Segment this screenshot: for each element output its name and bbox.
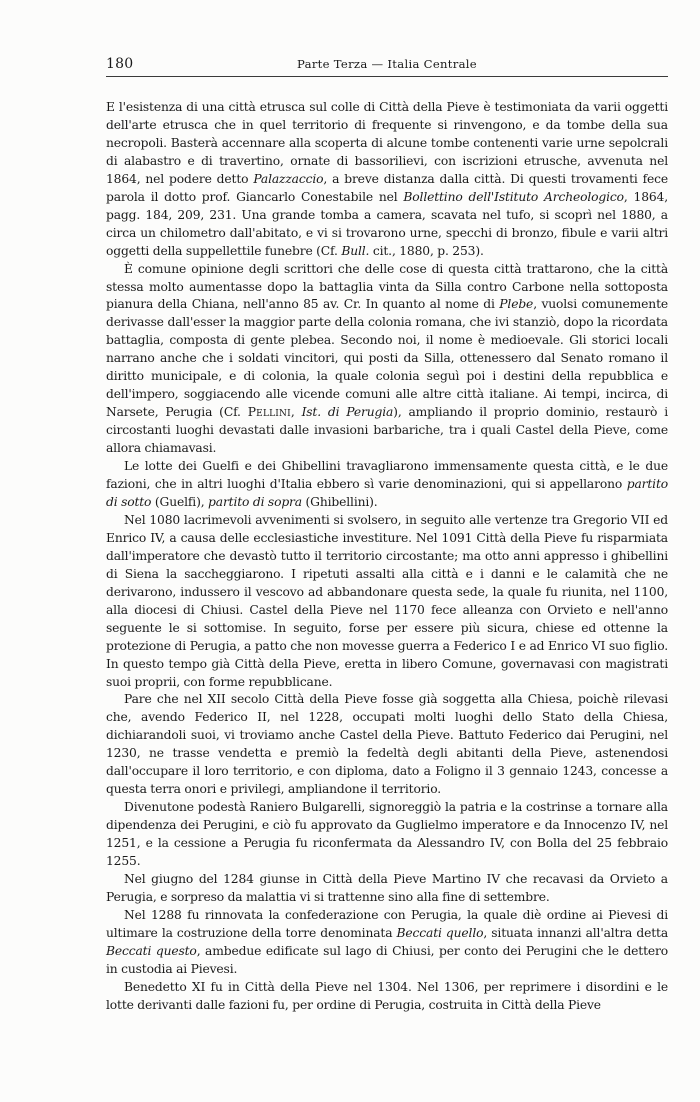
body-text: [106, 99, 668, 1015]
text-run: Benedetto XI fu in Città della Pieve nel 1304. Nel 1306, per reprimere i disordini e le lotte derivanti dalle fazioni fu, per ordine di Perugia, costruita in Città della Pieve: [106, 979, 668, 1012]
italic-text: partito di sotto: [106, 477, 668, 509]
italic-text: Plebe: [499, 297, 534, 312]
text-run: Nel 1080 lacrimevoli avvenimenti si svolsero, in seguito alle vertenze tra Gregorio VII ed Enrico IV, a causa delle ecclesiastiche investiture. Nel 1091 Città della Pieve fu risparmiata dall'imperatore che devastò tutto il territorio circostante; ma otto anni appresso i ghibellini di Siena la saccheggiarono. I ripetuti assalti alla città e i danni e le calamità che ne derivarono, indussero il vescovo ad abbandonare questa sede, la quale fu riunita, nel 1100, alla diocesi di Chiusi. Castel della Pieve nel 1170 fece alleanza con Orvieto e nell'anno seguente le si sottomise. In seguito, forse per essere più sicura, chiese ed ottenne la protezione di Perugia, a patto che non movesse guerra a Federico I e ad Enrico VI suo figlio. In questo tempo già Città della Pieve, eretta in libero Comune, governavasi con magistrati suoi proprii, con forme repubblicane.: [106, 512, 668, 689]
text-run: Divenutone podestà Raniero Bulgarelli, signoreggiò la patria e la costrinse a tornare alla dipendenza dei Perugini, e ciò fu approvato da Guglielmo imperatore e da Innocenzo IV, nel 1251, e la cessione a Perugia fu riconfermata da Alessandro IV, con Bolla del 25 febbraio 1255.: [106, 800, 668, 869]
paragraph: [106, 512, 668, 692]
paragraph: [106, 871, 668, 907]
text-run: Nel giugno del 1284 giunse in Città della Pieve Martino IV che recavasi da Orvieto a Perugia, e sorpreso da malattia vi si trattenne sino alla fine di settembre.: [106, 871, 668, 904]
page-number: 180: [106, 56, 134, 72]
paragraph: [106, 691, 668, 799]
paragraph: [106, 261, 668, 458]
text-run: (Guelfi),: [151, 494, 209, 509]
text-run: cit., 1880, p. 253).: [369, 243, 484, 258]
text-run: , a breve distanza dalla città. Di questi trovamenti fece parola il dotto prof. Giancarlo Conestabile nel: [106, 171, 668, 204]
paragraph: [106, 99, 668, 261]
paragraph: [106, 907, 668, 979]
italic-text: Ist. di Perugia: [301, 405, 394, 420]
text-run: (Ghibellini).: [301, 494, 378, 509]
italic-text: Beccati quello: [396, 925, 484, 940]
italic-text: Beccati questo: [106, 943, 197, 958]
running-title: Parte Terza — Italia Centrale: [297, 57, 477, 71]
text-run: Pare che nel XII secolo Città della Pieve fosse già soggetta alla Chiesa, poichè rilevasi che, avendo Federico II, nel 1228, occupati molti luoghi dello Stato della Chiesa, dichiarandoli suoi, vi troviamo anche Castel della Pieve. Battuto Federico dai Perugini, nel 1230, ne trasse vendetta e premiò la fedeltà degli abitanti della Pieve, astenendosi dall'occupare il loro territorio, e con diploma, dato a Foligno il 3 gennaio 1243, concesse a questa terra onori e privilegi, ampliandone il territorio.: [106, 692, 668, 797]
text-run: E l'esistenza di una città etrusca sul colle di Città della Pieve è testimoniata da varii oggetti dell'arte etrusca che in quel territorio di frequente si rinvengono, e da tombe della sua necropoli. Basterà accennare alla scoperta di alcune tombe contenenti varie urne sepolcrali di alabastro e di travertino, ornate di bassorilievi, con iscrizioni etrusche, avvenuta nel 1864, nel podere detto: [106, 100, 668, 186]
text-run: È comune opinione degli scrittori che delle cose di questa città trattarono, che la città stessa molto aumentasse dopo la battaglia vinta da Silla contro Carbone nella sottoposta pianura della Chiana, nell'anno 85 av. Cr. In quanto al nome di: [106, 261, 668, 312]
paragraph: [106, 979, 668, 1015]
text-run: , ambedue edificate sul lago di Chiusi, per conto dei Perugini che le dettero in custodia ai Pievesi.: [106, 943, 668, 976]
text-run: Le lotte dei Guelfi e dei Ghibellini travagliarono immensamente questa città, e le due fazioni, che in altri luoghi d'Italia ebbero sì varie denominazioni, qui si appellarono: [106, 459, 668, 492]
text-run: , 1864, pagg. 184, 209, 231. Una grande tomba a camera, scavata nel tufo, si scoprì nel 1880, a circa un chilometro dall'abitato, e vi si trovarono urne, specchi di bronzo, fibule e varii altri oggetti della suppellettile funebre (Cf.: [106, 189, 668, 258]
author-name: Pellini: [247, 405, 291, 420]
paragraph: [106, 458, 668, 512]
text-run: , situata innanzi all'altra detta: [483, 925, 668, 940]
page-header: [106, 56, 668, 77]
italic-text: Palazzaccio: [253, 171, 324, 186]
italic-text: Bull.: [341, 243, 370, 258]
paragraph: [106, 799, 668, 871]
text-run: ,: [290, 405, 302, 420]
text-run: Nel 1288 fu rinnovata la confederazione con Perugia, la quale diè ordine ai Pievesi di ultimare la costruzione della torre denominata: [106, 907, 668, 940]
text-run: , vuolsi comunemente derivasse dall'esser la maggior parte della colonia romana, che ivi stanziò, dopo la ricordata battaglia, composta di gente plebea. Secondo noi, il nome è medioevale. Gli storici locali narrano anche che i soldati vincitori, qui posti da Silla, ottenessero dal Senato romano il diritto municipale, e di colonia, la quale colonia seguì poi i destini della repubblica e dell'impero, soggiacendo alle vicende comuni alle altre città italiane. Ai tempi, incirca, di Narsete, Perugia (Cf.: [106, 297, 668, 420]
italic-text: Bollettino dell'Istituto Archeologico: [403, 189, 624, 204]
italic-text: partito di sopra: [208, 494, 302, 509]
text-run: ), ampliando il proprio dominio, restaurò i circostanti luoghi devastati dalle invasioni barbariche, tra i quali Castel della Pieve, come allora chiamavasi.: [106, 405, 668, 456]
